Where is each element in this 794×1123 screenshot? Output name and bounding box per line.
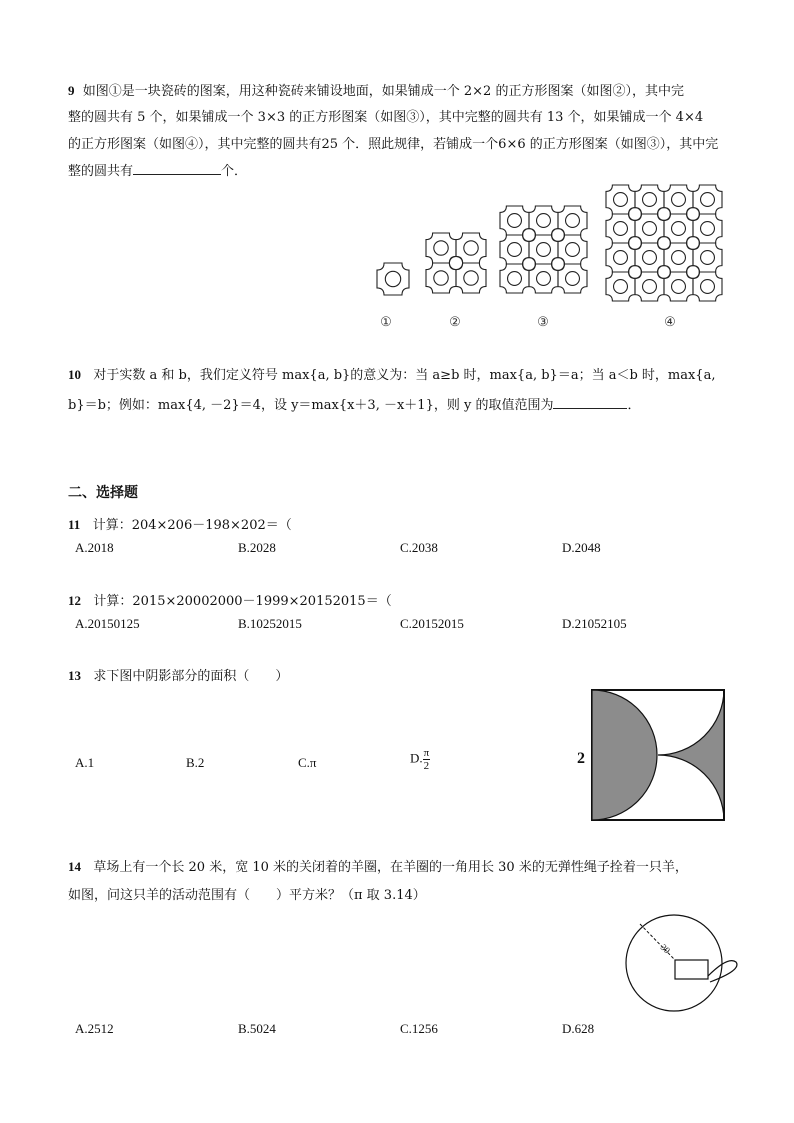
q14-option-a[interactable]: A.2512 — [75, 1021, 114, 1036]
tile-circle — [464, 241, 478, 255]
junction-circle — [687, 208, 700, 221]
tile-circle — [643, 280, 657, 294]
tile-circle — [566, 243, 580, 257]
q12-number: 12 — [68, 593, 81, 608]
tile-circle — [464, 271, 478, 285]
q10-text-2: b}＝b；例如：max{4, －2}＝4，设 y＝max{x＋3, －x＋1}，则 y 的取值范围为 — [68, 398, 554, 413]
q14-rope-label: 30 — [658, 942, 673, 956]
q13-option-a[interactable]: A.1 — [75, 755, 95, 770]
q12-stem-line — [68, 590, 392, 609]
q13-shaded-figure — [570, 686, 730, 822]
q10-line2 — [68, 394, 640, 413]
q13-option-d-fraction — [423, 747, 431, 772]
junction-circle — [687, 266, 700, 279]
junction-circle — [552, 258, 565, 271]
q11-option-b[interactable]: B.2028 — [238, 540, 276, 555]
q9-label-1: ① — [380, 314, 392, 329]
junction-circle — [523, 229, 536, 242]
q10-answer-blank[interactable] — [553, 396, 627, 409]
q13-stem: 求下图中阴影部分的面积（ ） — [93, 669, 289, 684]
tile-circle — [614, 251, 628, 265]
q14-pen-figure — [618, 908, 748, 1018]
q13-stem-line — [68, 665, 288, 684]
q10-text-2-end: ． — [627, 398, 641, 413]
junction-circle — [658, 266, 671, 279]
q10-number: 10 — [68, 367, 81, 382]
tile-circle — [643, 222, 657, 236]
tile-circle — [614, 193, 628, 207]
q9-label-2: ② — [449, 314, 461, 329]
junction-circle — [523, 258, 536, 271]
tile-circle — [701, 222, 715, 236]
tile-circle — [385, 271, 400, 286]
tile-circle — [672, 222, 686, 236]
tile-circle — [566, 272, 580, 286]
junction-circle — [658, 237, 671, 250]
tile-circle — [537, 272, 551, 286]
junction-circle — [629, 237, 642, 250]
q14-option-d[interactable]: D.628 — [562, 1021, 595, 1036]
section-title: 二、选择题 — [68, 485, 138, 501]
tile-circle — [672, 193, 686, 207]
tile-circle — [508, 243, 522, 257]
q14-option-c[interactable]: C.1256 — [400, 1021, 438, 1036]
q11-stem: 计算：204×206－198×202＝（ — [92, 518, 292, 533]
tile-circle — [537, 243, 551, 257]
q9-tile-figure — [360, 180, 740, 340]
tile-circle — [537, 214, 551, 228]
q12-option-a[interactable]: A.20150125 — [75, 616, 140, 631]
tile-circle — [643, 251, 657, 265]
q10-line1 — [68, 364, 715, 383]
q9-text-4: 整的圆共有 — [68, 164, 134, 179]
q12-option-d[interactable]: D.21052105 — [562, 616, 627, 631]
tile-circle — [614, 222, 628, 236]
tile-outline — [377, 263, 409, 295]
q11-option-d[interactable]: D.2048 — [562, 540, 601, 555]
q11-option-c[interactable]: C.2038 — [400, 540, 438, 555]
q13-option-d-label: D. — [410, 750, 423, 766]
tile-circle — [643, 193, 657, 207]
junction-circle — [687, 237, 700, 250]
q9-label-3: ③ — [537, 314, 549, 329]
q9-answer-blank[interactable] — [133, 162, 221, 175]
q14-option-b[interactable]: B.5024 — [238, 1021, 276, 1036]
tile-circle — [434, 241, 448, 255]
tile-circle — [672, 280, 686, 294]
tile-circle — [672, 251, 686, 265]
q13-option-b[interactable]: B.2 — [186, 755, 205, 770]
q11-option-a[interactable]: A.2018 — [75, 540, 114, 555]
tile-circle — [701, 251, 715, 265]
q11-stem-line — [68, 514, 292, 533]
q9-text-2: 整的圆共有 5 个，如果铺成一个 3×3 的正方形图案（如图③），其中完整的圆共有 13 个，如果铺成一个 4×4 — [68, 110, 704, 125]
q9-text-1: 如图①是一块瓷砖的图案，用这种瓷砖来铺设地面，如果铺成一个 2×2 的正方形图案（如图②），其中完 — [82, 84, 684, 99]
q12-option-b[interactable]: B.10252015 — [238, 616, 302, 631]
q14-line1 — [68, 856, 688, 875]
q9-figure-labels — [380, 314, 676, 329]
tile-circle — [701, 193, 715, 207]
junction-circle — [629, 266, 642, 279]
junction-circle — [629, 208, 642, 221]
q12-stem: 计算：2015×20002000－1999×20152015＝（ — [93, 594, 392, 609]
q9-text-4-end: 个． — [221, 164, 248, 179]
q9-label-4: ④ — [664, 314, 676, 329]
q9-line1 — [68, 80, 684, 99]
q9-number: 9 — [68, 83, 75, 98]
q11-number: 11 — [68, 517, 81, 532]
q9-line4 — [68, 160, 247, 179]
q13-option-c[interactable]: C.π — [298, 755, 317, 770]
q14-number: 14 — [68, 859, 81, 874]
q10-text-1: 对于实数 a 和 b，我们定义符号 max{a, b}的意义为：当 a≥b 时，max{a, b}＝a；当 a＜b 时，max{a, — [93, 368, 716, 383]
q14-text-1: 草场上有一个长 20 米，宽 10 米的关闭着的羊圈，在羊圈的一角用长 30 米的无弹性绳子拴着一只羊， — [93, 860, 688, 875]
junction-circle — [552, 229, 565, 242]
q13-number: 13 — [68, 668, 81, 683]
tile-circle — [566, 214, 580, 228]
tile-circle — [434, 271, 448, 285]
junction-circle — [658, 208, 671, 221]
tile-circle — [508, 272, 522, 286]
q14-text-2: 如图，问这只羊的活动范围有（ ）平方米？（π 取 3.14） — [68, 888, 426, 903]
tile-circle — [508, 214, 522, 228]
q9-text-3: 的正方形图案（如图④），其中完整的圆共有25 个．照此规律，若铺成一个6×6 的正方形图案（如图③），其中完 — [68, 137, 719, 152]
fraction-denominator: 2 — [423, 760, 430, 772]
fraction-numerator: π — [423, 747, 430, 759]
junction-circle — [449, 256, 462, 269]
tile-circle — [701, 280, 715, 294]
q13-option-d[interactable] — [410, 747, 430, 772]
q13-side-label: 2 — [577, 750, 585, 767]
tile-circle — [614, 280, 628, 294]
q12-option-c[interactable]: C.20152015 — [400, 616, 464, 631]
